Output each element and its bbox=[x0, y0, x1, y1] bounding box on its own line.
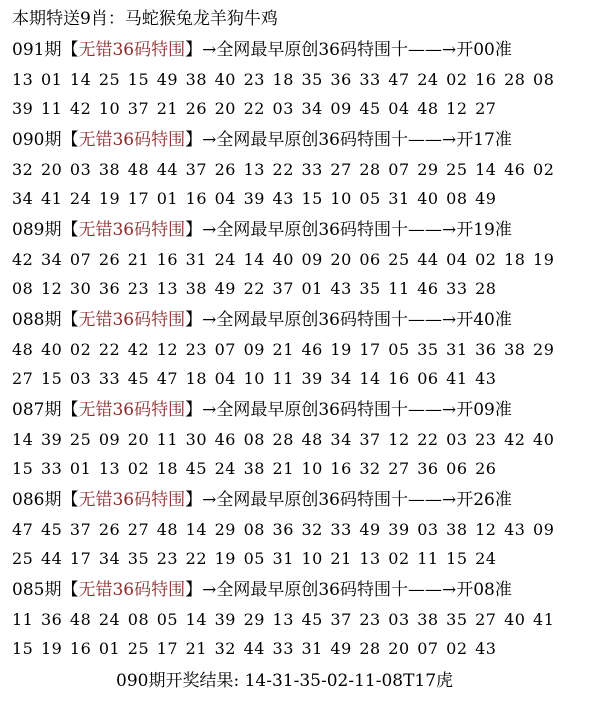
number-row: 15 33 01 13 02 18 45 24 38 21 10 16 32 27 36 06 26 bbox=[12, 459, 497, 478]
issue-period: 089期 bbox=[12, 220, 62, 240]
issue-period: 091期 bbox=[12, 40, 62, 60]
tag-text: 无错36码特围 bbox=[78, 220, 186, 240]
number-row: 48 40 02 22 42 12 23 07 09 21 46 19 17 05 35 31 36 38 29 bbox=[12, 340, 555, 359]
issue-block bbox=[12, 576, 595, 666]
tag-text: 无错36码特围 bbox=[78, 130, 186, 150]
tag-text: 无错36码特围 bbox=[78, 490, 186, 510]
arrow-text: →全网最早原创36码特围十——→开 bbox=[202, 580, 474, 600]
issue-title bbox=[12, 216, 595, 248]
tag-close-bracket: 】 bbox=[185, 310, 203, 330]
number-row: 13 01 14 25 15 49 38 40 23 18 35 36 33 47 24 02 16 28 08 bbox=[12, 70, 555, 89]
issue-title bbox=[12, 306, 595, 338]
tag-close-bracket: 】 bbox=[185, 220, 203, 240]
number-row: 08 12 30 36 23 13 38 49 22 37 01 43 35 11 46 33 28 bbox=[12, 279, 497, 298]
issue-period: 085期 bbox=[12, 580, 62, 600]
number-row: 34 41 24 19 17 01 16 04 39 43 15 10 05 31 40 08 49 bbox=[12, 189, 497, 208]
number-row: 39 11 42 10 37 21 26 20 22 03 34 09 45 04 48 12 27 bbox=[12, 99, 497, 118]
issue-block bbox=[12, 36, 595, 126]
tag-text: 无错36码特围 bbox=[78, 310, 186, 330]
issue-result: 26准 bbox=[473, 490, 512, 510]
issue-title bbox=[12, 486, 595, 518]
number-row: 15 19 16 01 25 17 21 32 44 33 31 49 28 20 07 02 43 bbox=[12, 639, 497, 658]
issues-list bbox=[12, 36, 595, 666]
number-row: 42 34 07 26 21 16 31 24 14 40 09 20 06 25 44 04 02 18 19 bbox=[12, 250, 555, 269]
tag-text: 无错36码特围 bbox=[78, 40, 186, 60]
issue-block bbox=[12, 396, 595, 486]
issue-result: 40准 bbox=[473, 310, 512, 330]
tag-text: 无错36码特围 bbox=[78, 400, 186, 420]
issue-title bbox=[12, 126, 595, 158]
tag-text: 无错36码特围 bbox=[78, 580, 186, 600]
tag-close-bracket: 】 bbox=[185, 130, 203, 150]
issue-result: 09准 bbox=[473, 400, 512, 420]
issue-title bbox=[12, 36, 595, 68]
number-row: 14 39 25 09 20 11 30 46 08 28 48 34 37 12 22 03 23 42 40 bbox=[12, 430, 555, 449]
number-row: 27 15 03 33 45 47 18 04 10 11 39 34 14 16 06 41 43 bbox=[12, 369, 497, 388]
issue-result: 00准 bbox=[473, 40, 512, 60]
issue-block bbox=[12, 216, 595, 306]
arrow-text: →全网最早原创36码特围十——→开 bbox=[202, 40, 474, 60]
tag-open-bracket: 【 bbox=[61, 310, 79, 330]
arrow-text: →全网最早原创36码特围十——→开 bbox=[202, 220, 474, 240]
tag-open-bracket: 【 bbox=[61, 400, 79, 420]
arrow-text: →全网最早原创36码特围十——→开 bbox=[202, 130, 474, 150]
tag-open-bracket: 【 bbox=[61, 490, 79, 510]
number-row: 11 36 48 24 08 05 14 39 29 13 45 37 23 03 38 35 27 40 41 bbox=[12, 610, 555, 629]
arrow-text: →全网最早原创36码特围十——→开 bbox=[202, 490, 474, 510]
tag-open-bracket: 【 bbox=[61, 40, 79, 60]
tag-close-bracket: 】 bbox=[185, 580, 203, 600]
issue-result: 17准 bbox=[473, 130, 512, 150]
issue-block bbox=[12, 126, 595, 216]
issue-result: 19准 bbox=[473, 220, 512, 240]
issue-title bbox=[12, 396, 595, 428]
issue-result: 08准 bbox=[473, 580, 512, 600]
number-row: 25 44 17 34 35 23 22 19 05 31 10 21 13 02 11 15 24 bbox=[12, 549, 497, 568]
page-header: 本期特送9肖：马蛇猴兔龙羊狗牛鸡 bbox=[12, 9, 278, 29]
tag-open-bracket: 【 bbox=[61, 220, 79, 240]
tag-close-bracket: 】 bbox=[185, 490, 203, 510]
draw-result-footer: 090期开奖结果: 14-31-35-02-11-08T17虎 bbox=[116, 671, 454, 691]
issue-title bbox=[12, 576, 595, 608]
arrow-text: →全网最早原创36码特围十——→开 bbox=[202, 310, 474, 330]
tag-close-bracket: 】 bbox=[185, 400, 203, 420]
issue-block bbox=[12, 306, 595, 396]
issue-period: 086期 bbox=[12, 490, 62, 510]
tag-open-bracket: 【 bbox=[61, 130, 79, 150]
arrow-text: →全网最早原创36码特围十——→开 bbox=[202, 400, 474, 420]
number-row: 47 45 37 26 27 48 14 29 08 36 32 33 49 39 03 38 12 43 09 bbox=[12, 520, 555, 539]
number-row: 32 20 03 38 48 44 37 26 13 22 33 27 28 07 29 25 14 46 02 bbox=[12, 160, 555, 179]
issue-period: 088期 bbox=[12, 310, 62, 330]
tag-close-bracket: 】 bbox=[185, 40, 203, 60]
tag-open-bracket: 【 bbox=[61, 580, 79, 600]
issue-period: 087期 bbox=[12, 400, 62, 420]
issue-period: 090期 bbox=[12, 130, 62, 150]
issue-block bbox=[12, 486, 595, 576]
